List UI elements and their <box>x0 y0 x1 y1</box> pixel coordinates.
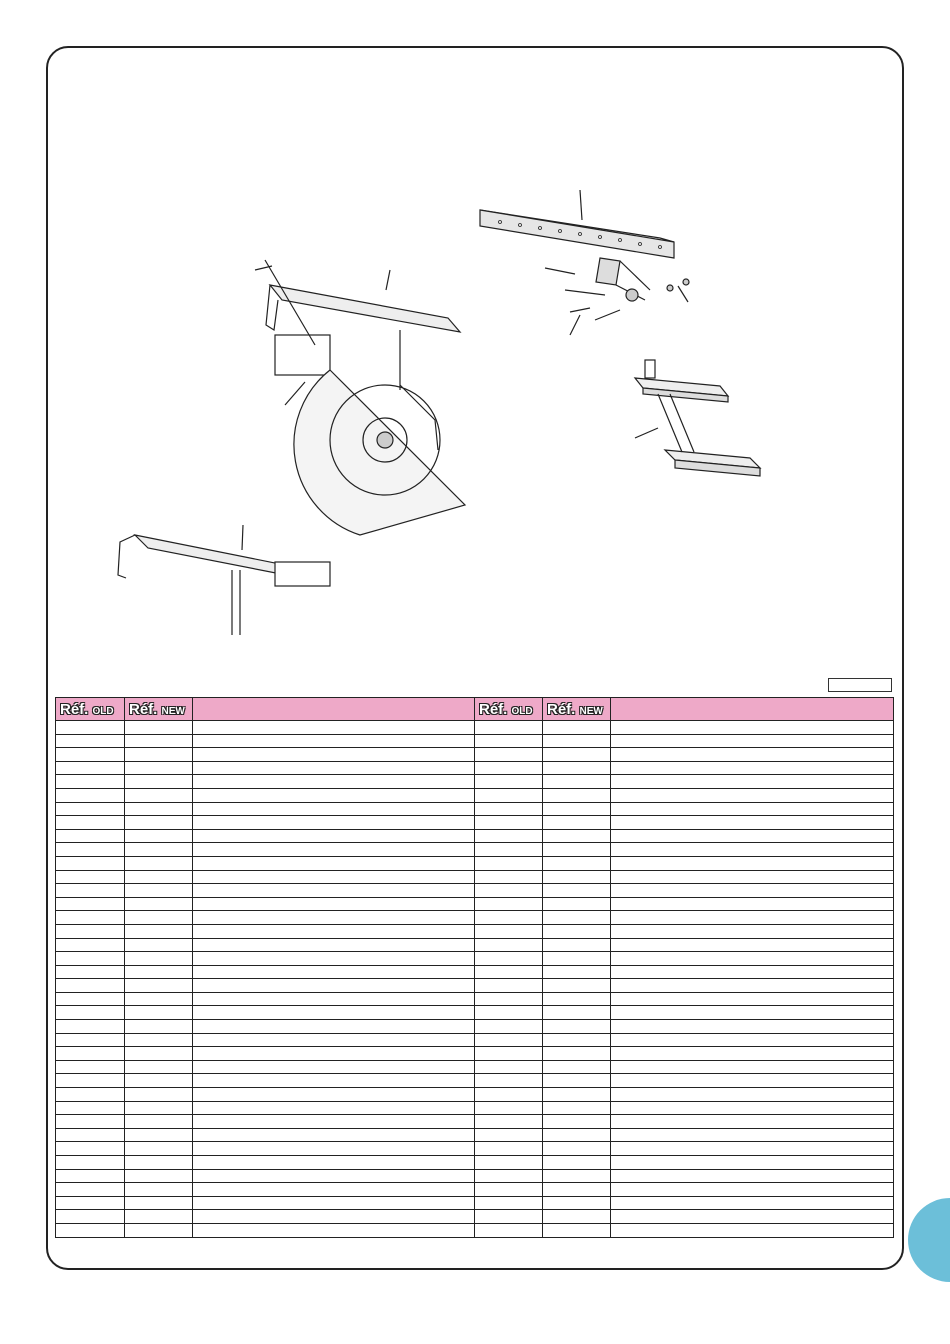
table-cell <box>193 829 475 843</box>
table-row <box>56 1088 894 1102</box>
table-cell <box>125 1101 193 1115</box>
table-cell <box>56 1128 125 1142</box>
table-cell <box>543 979 611 993</box>
table-cell <box>543 816 611 830</box>
table-row <box>56 843 894 857</box>
table-row <box>56 992 894 1006</box>
table-cell <box>193 843 475 857</box>
table-cell <box>125 802 193 816</box>
table-cell <box>475 734 543 748</box>
table-cell <box>125 1074 193 1088</box>
table-row <box>56 911 894 925</box>
table-cell <box>611 1196 894 1210</box>
col-ref-new-left: Réf. NEW <box>125 698 193 721</box>
table-cell <box>475 1183 543 1197</box>
table-cell <box>193 1196 475 1210</box>
table-cell <box>125 1060 193 1074</box>
table-cell <box>193 911 475 925</box>
table-cell <box>475 1128 543 1142</box>
col-description-left <box>193 698 475 721</box>
table-cell <box>125 992 193 1006</box>
table-cell <box>193 1020 475 1034</box>
table-row <box>56 870 894 884</box>
reference-box <box>828 678 892 692</box>
table-cell <box>611 843 894 857</box>
table-cell <box>193 734 475 748</box>
table-cell <box>193 1183 475 1197</box>
table-cell <box>56 938 125 952</box>
table-cell <box>475 816 543 830</box>
table-cell <box>543 1115 611 1129</box>
table-cell <box>56 992 125 1006</box>
table-cell <box>475 1156 543 1170</box>
table-row <box>56 761 894 775</box>
table-cell <box>125 1169 193 1183</box>
table-cell <box>125 1223 193 1237</box>
table-cell <box>193 1006 475 1020</box>
table-cell <box>56 1183 125 1197</box>
table-cell <box>611 829 894 843</box>
parts-table-body <box>56 721 894 1238</box>
table-cell <box>543 775 611 789</box>
table-cell <box>56 1060 125 1074</box>
table-cell <box>125 1020 193 1034</box>
table-cell <box>543 938 611 952</box>
table-cell <box>611 897 894 911</box>
table-cell <box>56 1047 125 1061</box>
table-row <box>56 802 894 816</box>
table-row <box>56 1128 894 1142</box>
table-cell <box>475 938 543 952</box>
table-cell <box>193 1047 475 1061</box>
table-cell <box>193 1115 475 1129</box>
table-cell <box>56 1033 125 1047</box>
table-row <box>56 1210 894 1224</box>
table-cell <box>125 1142 193 1156</box>
table-cell <box>611 979 894 993</box>
table-cell <box>125 775 193 789</box>
table-cell <box>56 952 125 966</box>
table-cell <box>125 965 193 979</box>
table-cell <box>543 924 611 938</box>
table-cell <box>193 748 475 762</box>
table-cell <box>475 911 543 925</box>
table-cell <box>543 1169 611 1183</box>
table-row <box>56 965 894 979</box>
col-description-right <box>611 698 894 721</box>
table-cell <box>193 1142 475 1156</box>
table-cell <box>475 1169 543 1183</box>
table-cell <box>125 843 193 857</box>
table-cell <box>611 1047 894 1061</box>
table-cell <box>543 856 611 870</box>
table-cell <box>611 1142 894 1156</box>
table-cell <box>56 1142 125 1156</box>
table-row <box>56 775 894 789</box>
table-cell <box>611 816 894 830</box>
table-cell <box>475 829 543 843</box>
table-cell <box>56 829 125 843</box>
table-cell <box>193 1223 475 1237</box>
table-cell <box>611 965 894 979</box>
table-cell <box>56 1020 125 1034</box>
table-cell <box>193 938 475 952</box>
table-cell <box>611 1020 894 1034</box>
table-cell <box>56 1156 125 1170</box>
table-cell <box>611 938 894 952</box>
table-cell <box>125 870 193 884</box>
table-cell <box>475 1006 543 1020</box>
table-cell <box>475 1033 543 1047</box>
table-row <box>56 1223 894 1237</box>
table-cell <box>475 843 543 857</box>
table-cell <box>125 856 193 870</box>
table-cell <box>193 775 475 789</box>
table-cell <box>475 802 543 816</box>
table-row <box>56 1156 894 1170</box>
table-cell <box>125 734 193 748</box>
table-row <box>56 952 894 966</box>
table-cell <box>56 1223 125 1237</box>
table-cell <box>125 1088 193 1102</box>
table-cell <box>543 748 611 762</box>
table-cell <box>611 1223 894 1237</box>
table-cell <box>193 1156 475 1170</box>
table-cell <box>611 911 894 925</box>
col-ref-new-right: Réf. NEW <box>543 698 611 721</box>
table-cell <box>543 1210 611 1224</box>
table-cell <box>543 761 611 775</box>
table-cell <box>56 734 125 748</box>
table-cell <box>611 1128 894 1142</box>
table-cell <box>611 1169 894 1183</box>
table-cell <box>56 965 125 979</box>
table-cell <box>125 1115 193 1129</box>
table-cell <box>475 992 543 1006</box>
table-cell <box>543 965 611 979</box>
table-cell <box>611 1156 894 1170</box>
table-cell <box>125 829 193 843</box>
table-cell <box>193 1033 475 1047</box>
table-row <box>56 734 894 748</box>
table-cell <box>125 1196 193 1210</box>
table-cell <box>611 1060 894 1074</box>
double-step-illustration <box>635 360 760 476</box>
table-cell <box>56 1115 125 1129</box>
table-cell <box>125 788 193 802</box>
table-cell <box>125 1033 193 1047</box>
table-cell <box>543 843 611 857</box>
parts-table <box>55 697 894 1238</box>
table-cell <box>475 1088 543 1102</box>
lower-bracket-illustration <box>118 525 330 635</box>
table-cell <box>543 721 611 735</box>
table-cell <box>543 1074 611 1088</box>
table-cell <box>125 1006 193 1020</box>
table-cell <box>611 1074 894 1088</box>
table-cell <box>193 788 475 802</box>
table-cell <box>125 1210 193 1224</box>
table-cell <box>193 1210 475 1224</box>
table-row <box>56 1169 894 1183</box>
table-cell <box>125 816 193 830</box>
table-cell <box>56 1074 125 1088</box>
table-cell <box>543 1033 611 1047</box>
table-cell <box>543 992 611 1006</box>
table-cell <box>543 802 611 816</box>
table-cell <box>125 897 193 911</box>
table-cell <box>611 924 894 938</box>
table-cell <box>125 884 193 898</box>
table-cell <box>543 870 611 884</box>
table-cell <box>611 788 894 802</box>
table-cell <box>56 721 125 735</box>
table-cell <box>611 884 894 898</box>
table-cell <box>125 761 193 775</box>
table-cell <box>475 788 543 802</box>
table-cell <box>475 1115 543 1129</box>
table-cell <box>611 992 894 1006</box>
table-cell <box>543 952 611 966</box>
table-cell <box>193 1128 475 1142</box>
table-cell <box>56 802 125 816</box>
upper-step-illustration <box>480 190 689 335</box>
table-cell <box>611 952 894 966</box>
table-cell <box>475 1060 543 1074</box>
parts-table-header <box>56 698 894 721</box>
table-cell <box>125 911 193 925</box>
table-cell <box>125 952 193 966</box>
table-cell <box>611 870 894 884</box>
table-row <box>56 1047 894 1061</box>
table-row <box>56 1196 894 1210</box>
table-row <box>56 884 894 898</box>
table-cell <box>475 1020 543 1034</box>
table-cell <box>475 1196 543 1210</box>
table-cell <box>475 1047 543 1061</box>
table-cell <box>611 802 894 816</box>
table-cell <box>56 1101 125 1115</box>
table-cell <box>193 1074 475 1088</box>
table-cell <box>543 1183 611 1197</box>
table-cell <box>193 897 475 911</box>
table-cell <box>611 1183 894 1197</box>
table-cell <box>125 1183 193 1197</box>
table-cell <box>193 1101 475 1115</box>
table-cell <box>475 761 543 775</box>
table-row <box>56 897 894 911</box>
table-cell <box>543 1020 611 1034</box>
table-cell <box>611 1101 894 1115</box>
table-cell <box>475 856 543 870</box>
col-ref-old-left: Réf. OLD <box>56 698 125 721</box>
table-cell <box>56 816 125 830</box>
table-cell <box>611 1115 894 1129</box>
table-row <box>56 938 894 952</box>
table-cell <box>56 979 125 993</box>
table-cell <box>193 992 475 1006</box>
table-cell <box>611 761 894 775</box>
table-cell <box>543 1196 611 1210</box>
table-cell <box>125 1128 193 1142</box>
table-cell <box>475 897 543 911</box>
table-cell <box>543 1156 611 1170</box>
table-cell <box>475 721 543 735</box>
table-row <box>56 1033 894 1047</box>
table-cell <box>125 721 193 735</box>
table-row <box>56 748 894 762</box>
table-cell <box>193 721 475 735</box>
table-row <box>56 788 894 802</box>
page-tab-marker <box>908 1198 950 1282</box>
table-row <box>56 1115 894 1129</box>
table-cell <box>475 1101 543 1115</box>
exploded-parts-drawing <box>60 150 890 660</box>
table-cell <box>611 1210 894 1224</box>
table-row <box>56 829 894 843</box>
table-cell <box>611 1088 894 1102</box>
table-cell <box>611 1033 894 1047</box>
table-cell <box>543 1142 611 1156</box>
table-row <box>56 979 894 993</box>
table-cell <box>56 748 125 762</box>
table-cell <box>475 1142 543 1156</box>
table-cell <box>193 952 475 966</box>
table-cell <box>543 1006 611 1020</box>
table-cell <box>543 1088 611 1102</box>
table-cell <box>611 1006 894 1020</box>
table-cell <box>611 775 894 789</box>
table-cell <box>193 884 475 898</box>
table-cell <box>56 1006 125 1020</box>
table-cell <box>56 775 125 789</box>
table-cell <box>125 938 193 952</box>
table-cell <box>475 1210 543 1224</box>
table-cell <box>56 1210 125 1224</box>
table-row <box>56 1074 894 1088</box>
table-cell <box>543 911 611 925</box>
table-cell <box>475 979 543 993</box>
table-row <box>56 1142 894 1156</box>
table-row <box>56 721 894 735</box>
table-cell <box>543 829 611 843</box>
table-row <box>56 1020 894 1034</box>
table-cell <box>56 788 125 802</box>
table-cell <box>475 924 543 938</box>
table-cell <box>475 748 543 762</box>
table-cell <box>611 734 894 748</box>
table-row <box>56 1101 894 1115</box>
table-cell <box>125 1156 193 1170</box>
table-cell <box>543 897 611 911</box>
table-cell <box>475 965 543 979</box>
table-cell <box>56 870 125 884</box>
table-cell <box>475 1223 543 1237</box>
table-cell <box>543 788 611 802</box>
table-cell <box>475 884 543 898</box>
table-row <box>56 1183 894 1197</box>
table-cell <box>475 775 543 789</box>
col-ref-old-right: Réf. OLD <box>475 698 543 721</box>
table-cell <box>56 1196 125 1210</box>
table-cell <box>56 761 125 775</box>
table-cell <box>193 802 475 816</box>
table-cell <box>56 884 125 898</box>
table-cell <box>193 870 475 884</box>
table-cell <box>543 1128 611 1142</box>
table-cell <box>125 924 193 938</box>
table-cell <box>543 1047 611 1061</box>
table-cell <box>56 856 125 870</box>
table-cell <box>543 1101 611 1115</box>
table-cell <box>543 1223 611 1237</box>
table-cell <box>193 1060 475 1074</box>
table-cell <box>56 897 125 911</box>
table-row <box>56 1006 894 1020</box>
table-cell <box>475 870 543 884</box>
wheel-bracket-illustration <box>255 260 465 535</box>
table-cell <box>56 1088 125 1102</box>
table-row <box>56 924 894 938</box>
table-cell <box>193 856 475 870</box>
table-row <box>56 1060 894 1074</box>
table-cell <box>125 979 193 993</box>
table-cell <box>611 748 894 762</box>
table-cell <box>193 761 475 775</box>
table-cell <box>193 1088 475 1102</box>
table-row <box>56 816 894 830</box>
table-cell <box>543 734 611 748</box>
table-cell <box>611 856 894 870</box>
table-cell <box>193 979 475 993</box>
table-cell <box>56 843 125 857</box>
table-cell <box>193 924 475 938</box>
table-cell <box>475 1074 543 1088</box>
table-cell <box>543 1060 611 1074</box>
table-cell <box>193 1169 475 1183</box>
table-cell <box>56 1169 125 1183</box>
table-cell <box>193 965 475 979</box>
table-cell <box>125 748 193 762</box>
table-cell <box>125 1047 193 1061</box>
table-cell <box>611 721 894 735</box>
table-cell <box>193 816 475 830</box>
table-cell <box>475 952 543 966</box>
table-cell <box>56 911 125 925</box>
table-row <box>56 856 894 870</box>
table-cell <box>543 884 611 898</box>
table-cell <box>56 924 125 938</box>
